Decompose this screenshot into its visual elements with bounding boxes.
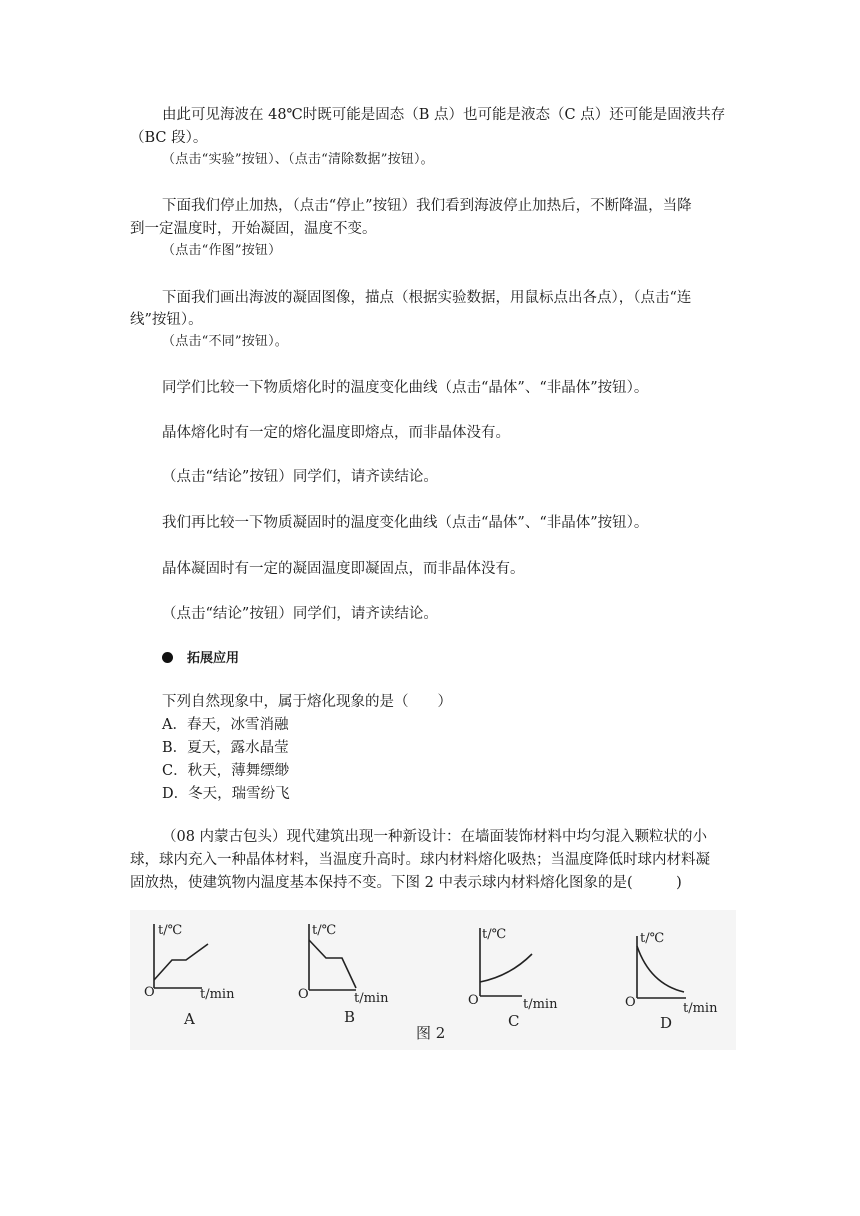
figure-graphs [130,910,736,1050]
paragraph-line: （点击“不同”按钮）。 [162,334,288,349]
paragraph-line: （点击“作图”按钮） [162,243,282,258]
paragraph-line: （点击“实验”按钮）、（点击“清除数据”按钮）。 [162,152,434,167]
figure-caption: 图 2 [416,1024,446,1042]
question-text: （08 内蒙古包头）现代建筑出现一种新设计：在墙面装饰材料中均匀混入颗粒状的小 [162,829,708,845]
origin-label: O [468,993,479,1008]
paragraph-line: 由此可见海波在 48℃时既可能是固态（B 点）也可能是液态（C 点）还可能是固液共存 [162,107,726,123]
y-axis-label: t/℃ [482,927,507,942]
x-axis-label: t/min [354,991,389,1006]
origin-label: O [625,995,636,1010]
question-stem: 下列自然现象中，属于熔化现象的是（ ） [162,694,452,710]
x-axis-label: t/min [523,997,558,1012]
question-text: 固放热，使建筑物内温度基本保持不变。下图 2 中表示球内材料熔化图象的是( ) [130,875,682,891]
graph-label: A [184,1010,195,1028]
graph-label: C [508,1012,520,1030]
question-option: D．冬天，瑞雪纷飞 [162,786,290,802]
paragraph-line: （BC 段）。 [130,130,208,146]
paragraph-line: （点击“结论”按钮）同学们，请齐读结论。 [162,606,438,622]
paragraph-line: 晶体熔化时有一定的熔化温度即熔点，而非晶体没有。 [162,425,510,441]
question-option: C．秋天，薄舞缥缈 [162,763,290,779]
x-axis-label: t/min [683,1001,718,1016]
section-heading [162,648,239,670]
section-title: 拓展应用 [187,651,240,666]
paragraph-line: （点击“结论”按钮）同学们，请齐读结论。 [162,469,438,485]
question-option: B．夏天，露水晶莹 [162,740,289,756]
paragraph-line: 同学们比较一下物质熔化时的温度变化曲线（点击“晶体”、“非晶体”按钮）。 [162,380,649,396]
paragraph-line: 线”按钮）。 [130,312,203,328]
paragraph-line: 下面我们停止加热，（点击“停止”按钮）我们看到海波停止加热后，不断降温，当降 [162,198,692,214]
y-axis-label: t/℃ [312,923,337,938]
figure-2 [130,910,736,1050]
x-axis-label: t/min [200,987,235,1002]
paragraph-line: 晶体凝固时有一定的凝固温度即凝固点，而非晶体没有。 [162,561,525,577]
y-axis-label: t/℃ [158,923,183,938]
origin-label: O [298,987,309,1002]
paragraph-line: 我们再比较一下物质凝固时的温度变化曲线（点击“晶体”、“非晶体”按钮）。 [162,515,649,531]
paragraph-line: 到一定温度时，开始凝固，温度不变。 [130,221,377,237]
y-axis-label: t/℃ [640,931,665,946]
question-text: 球，球内充入一种晶体材料，当温度升高时。球内材料熔化吸热；当温度降低时球内材料凝 [130,852,710,868]
paragraph-line: 下面我们画出海波的凝固图像，描点（根据实验数据，用鼠标点出各点），（点击“连 [162,290,692,306]
origin-label: O [144,985,155,1000]
bullet-icon [162,652,173,663]
graph-label: D [660,1014,673,1032]
question-option: A．春天，冰雪消融 [162,717,289,733]
graph-label: B [344,1008,356,1026]
